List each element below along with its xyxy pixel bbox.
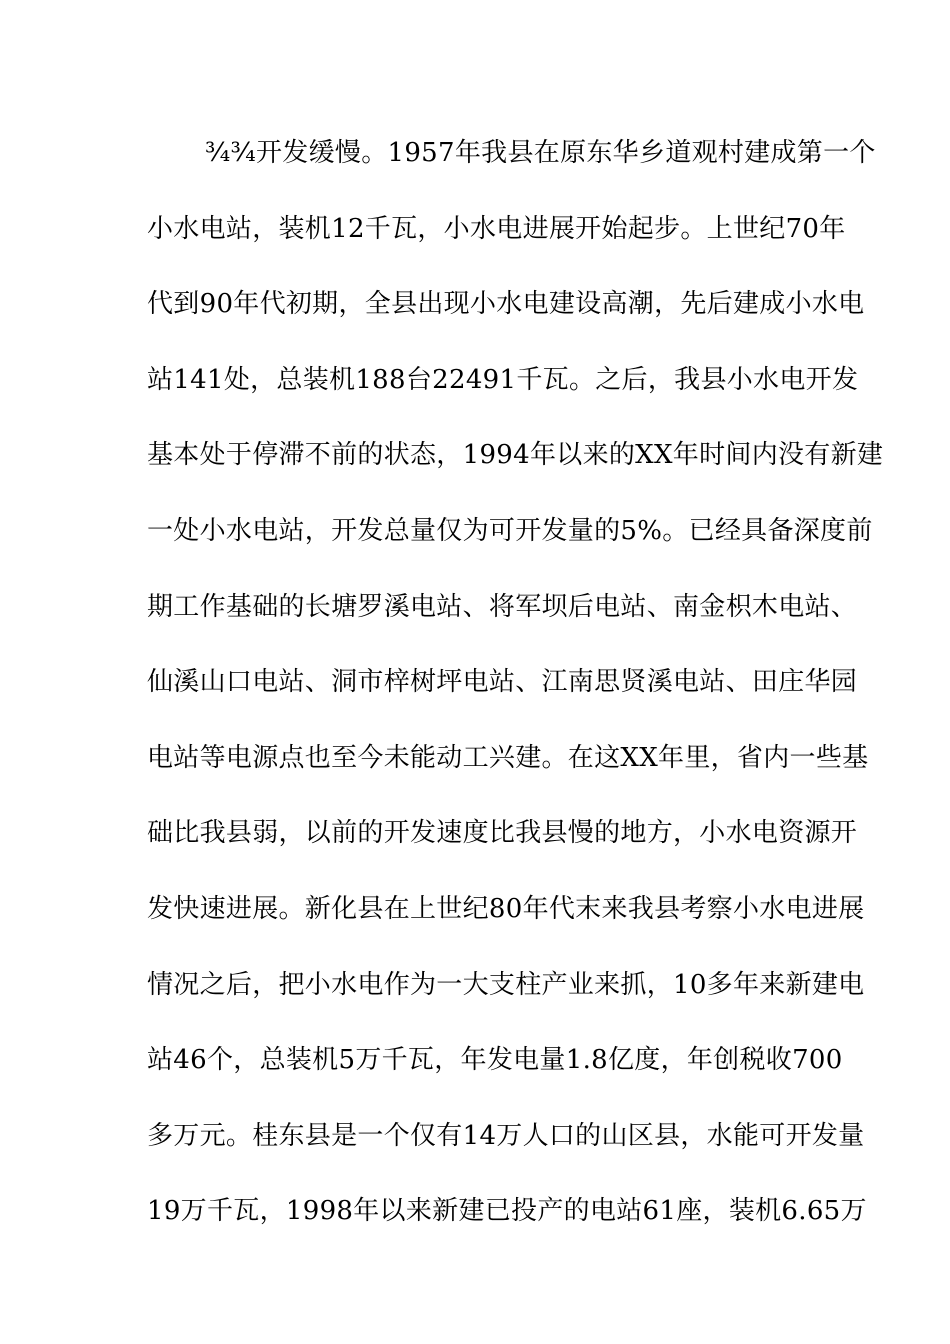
text-line-2: 小水电站，装机12千瓦，小水电进展开始起步。上世纪70年: [147, 213, 846, 244]
text-line-3: 代到90年代初期，全县出现小水电建设高潮，先后建成小水电: [147, 289, 865, 320]
text-line-12: 情况之后，把小水电作为一大支柱产业来抓，10多年来新建电: [147, 969, 865, 1000]
text-line-15: 19万千瓦，1998年以来新建已投产的电站61座，装机6.65万: [147, 1196, 867, 1227]
body-paragraph: [147, 129, 884, 1263]
text-line-6: 一处小水电站，开发总量仅为可开发量的5%。已经具备深度前: [147, 515, 873, 546]
text-line-13: 站46个，总装机5万千瓦，年发电量1.8亿度，年创税收700: [147, 1045, 843, 1076]
text-line-10: 础比我县弱，以前的开发速度比我县慢的地方，小水电资源开: [147, 818, 858, 849]
text-line-9: 电站等电源点也至今未能动工兴建。在这XX年里，省内一些基: [147, 742, 869, 773]
text-line-4: 站141处，总装机188台22491千瓦。之后，我县小水电开发: [147, 364, 859, 395]
text-line-7: 期工作基础的长塘罗溪电站、将军坝后电站、南金枳木电站、: [147, 591, 858, 622]
text-line-1: ¾¾开发缓慢。1957年我县在原东华乡道观村建成第一个: [205, 138, 876, 168]
text-line-5: 基本处于停滞不前的状态，1994年以来的XX年时间内没有新建: [147, 440, 884, 471]
text-line-8: 仙溪山口电站、洞市梓树坪电站、江南思贤溪电站、田庄华园: [147, 667, 858, 698]
text-line-11: 发快速进展。新化县在上世纪80年代末来我县考察小水电进展: [147, 893, 865, 924]
text-line-14: 多万元。桂东县是一个仅有14万人口的山区县，水能可开发量: [147, 1120, 865, 1151]
